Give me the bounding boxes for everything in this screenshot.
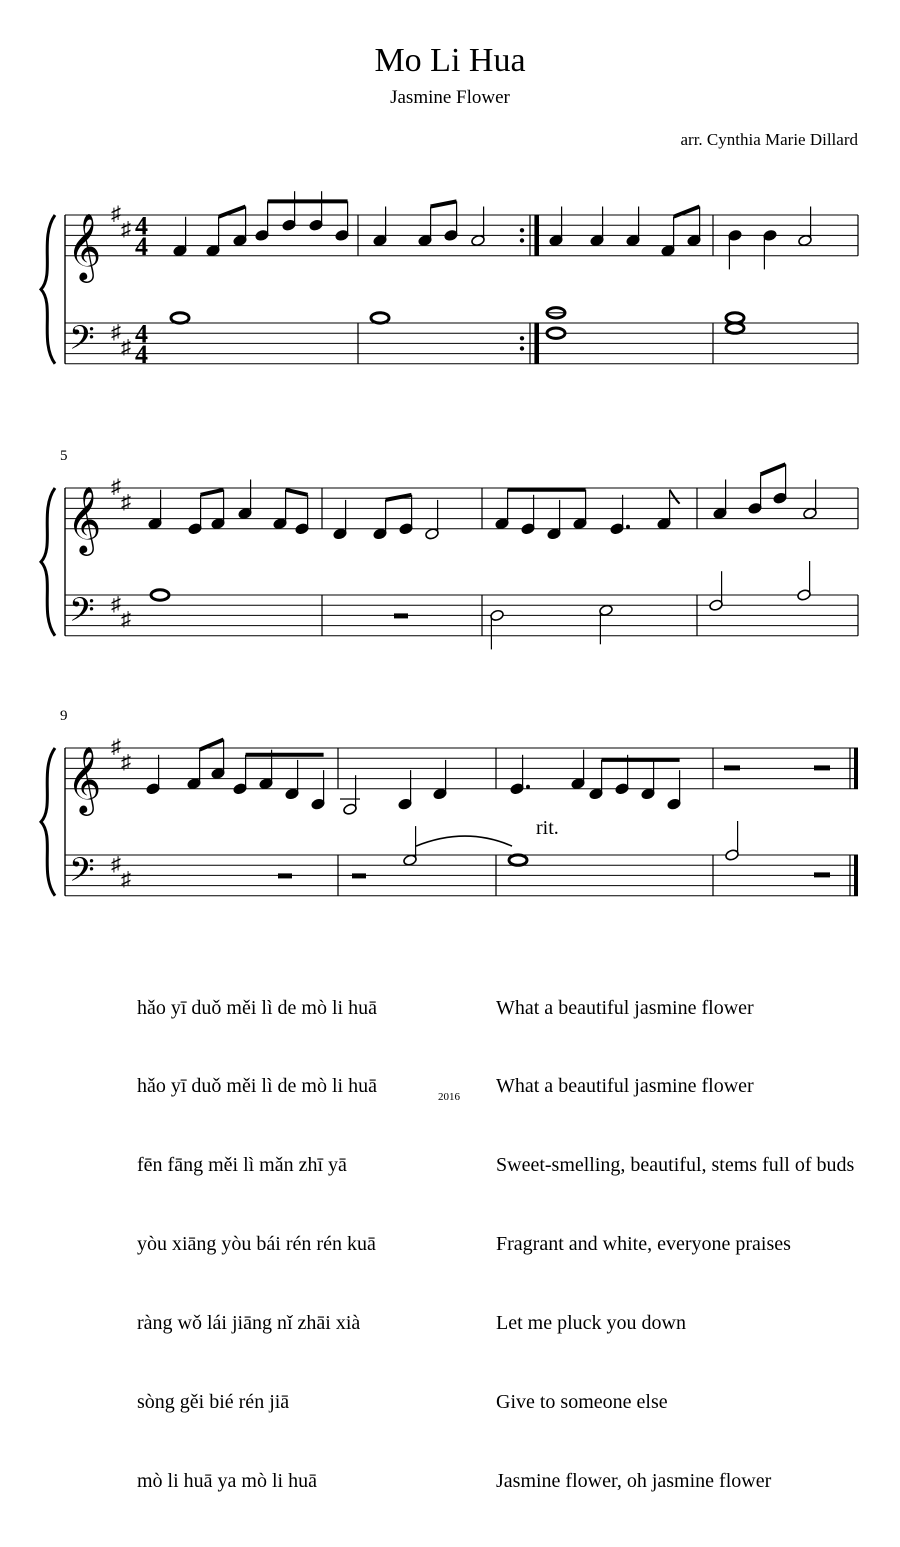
lyric-line: Let me pluck you down bbox=[496, 1312, 686, 1335]
time-signature-bottom: 4 bbox=[135, 339, 148, 369]
repeat-dot bbox=[520, 228, 524, 232]
score-title: Mo Li Hua bbox=[374, 42, 526, 79]
sharp-icon: ♯ bbox=[121, 336, 131, 359]
ritardando-marking: rit. bbox=[536, 817, 559, 839]
lyric-line: What a beautiful jasmine flower bbox=[496, 996, 754, 1019]
lyric-line: Sweet-smelling, beautiful, stems full of buds bbox=[496, 1154, 855, 1177]
sharp-icon: ♯ bbox=[121, 218, 131, 241]
brace bbox=[41, 488, 55, 636]
sharp-icon: ♯ bbox=[111, 853, 121, 876]
copyright-year: 2016 bbox=[438, 1091, 460, 1103]
lyric-line: yòu xiāng yòu bái rén rén kuā bbox=[137, 1233, 376, 1256]
time-signature-top: 4 bbox=[135, 319, 148, 349]
half-rest bbox=[352, 873, 366, 878]
sharp-icon: ♯ bbox=[111, 476, 121, 499]
score-subtitle: Jasmine Flower bbox=[390, 87, 510, 108]
repeat-dot bbox=[520, 238, 524, 242]
half-rest bbox=[814, 872, 830, 877]
brace bbox=[41, 215, 55, 364]
measure-number-9: 9 bbox=[60, 708, 68, 724]
sharp-icon: ♯ bbox=[121, 491, 131, 514]
beam bbox=[386, 495, 412, 500]
beam bbox=[431, 201, 457, 206]
lyric-line: Fragrant and white, everyone praises bbox=[496, 1233, 791, 1256]
dot bbox=[526, 785, 530, 789]
whole-note bbox=[726, 323, 744, 333]
lyric-line: mò li huā ya mò li huā bbox=[137, 1469, 317, 1492]
flag bbox=[670, 490, 680, 504]
sharp-icon: ♯ bbox=[121, 608, 131, 631]
lyric-line: Jasmine flower, oh jasmine flower bbox=[496, 1469, 772, 1492]
whole-note bbox=[371, 313, 389, 323]
time-signature-bottom: 4 bbox=[135, 231, 148, 261]
repeat-dot bbox=[520, 336, 524, 340]
beam bbox=[286, 490, 308, 495]
lyric-line: fēn fāng měi lì mǎn zhī yā bbox=[137, 1154, 347, 1177]
bass-clef-icon: 𝄢 bbox=[69, 591, 95, 637]
lyric-line: hǎo yī duǒ měi lì de mò li huā bbox=[137, 996, 377, 1019]
sharp-icon: ♯ bbox=[121, 868, 131, 891]
sharp-icon: ♯ bbox=[111, 321, 121, 344]
time-signature-top: 4 bbox=[135, 211, 148, 241]
arranger-credit: arr. Cynthia Marie Dillard bbox=[680, 130, 858, 149]
whole-note bbox=[547, 328, 565, 338]
tie bbox=[416, 836, 512, 846]
half-rest bbox=[814, 765, 830, 770]
lyric-line: hǎo yī duǒ měi lì de mò li huā bbox=[137, 1075, 377, 1098]
lyric-line: sòng gěi bié rén jiā bbox=[137, 1391, 290, 1414]
treble-clef-icon: 𝄞 bbox=[67, 486, 102, 552]
bass-clef-icon: 𝄢 bbox=[69, 319, 95, 365]
lyrics-english bbox=[496, 942, 854, 1547]
dot bbox=[626, 525, 630, 529]
lyric-line: ràng wǒ lái jiāng nǐ zhāi xià bbox=[137, 1312, 361, 1335]
sharp-icon: ♯ bbox=[121, 751, 131, 774]
sharp-icon: ♯ bbox=[111, 593, 121, 616]
bass-clef-icon: 𝄢 bbox=[69, 851, 95, 897]
lyric-line: Give to someone else bbox=[496, 1391, 668, 1414]
brace bbox=[41, 748, 55, 896]
treble-clef-icon: 𝄞 bbox=[67, 213, 102, 279]
measure-number-5: 5 bbox=[60, 448, 68, 464]
whole-note bbox=[171, 313, 189, 323]
beam bbox=[201, 490, 224, 495]
whole-note bbox=[509, 855, 527, 865]
treble-clef-icon: 𝄞 bbox=[67, 746, 102, 812]
sharp-icon: ♯ bbox=[111, 203, 121, 226]
sharp-icon: ♯ bbox=[111, 736, 121, 759]
half-rest bbox=[724, 765, 740, 770]
whole-note bbox=[151, 590, 169, 600]
repeat-dot bbox=[520, 346, 524, 350]
lyric-line: What a beautiful jasmine flower bbox=[496, 1075, 754, 1098]
lyrics-pinyin bbox=[137, 942, 377, 1547]
whole-rest bbox=[394, 613, 408, 618]
beam bbox=[761, 464, 786, 474]
whole-rest bbox=[278, 873, 292, 878]
